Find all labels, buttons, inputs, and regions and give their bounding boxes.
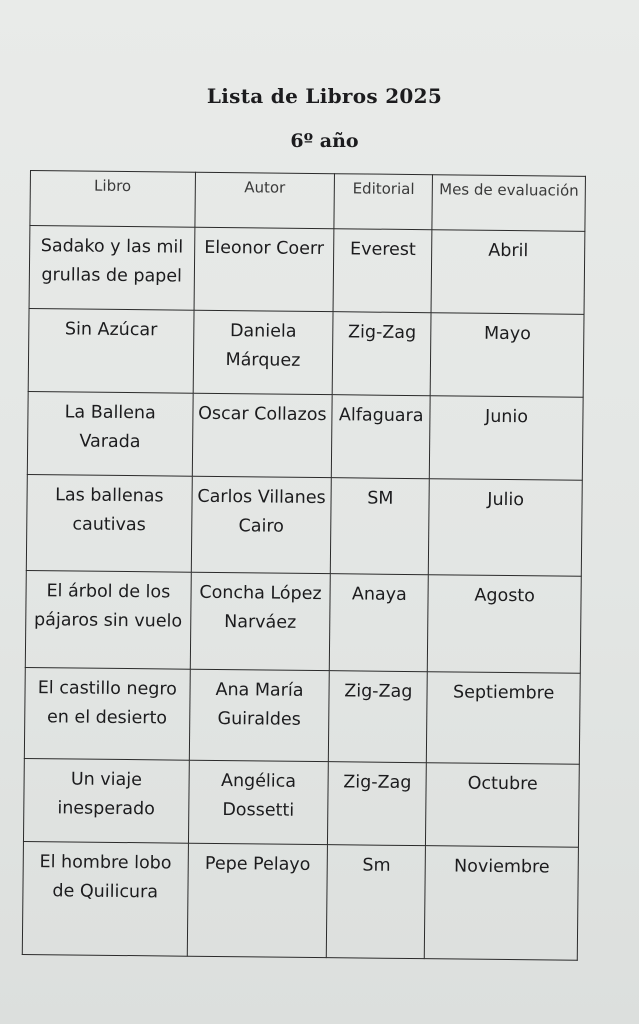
- publisher-cell: Sm: [327, 845, 426, 959]
- table-row: [23, 758, 579, 847]
- table-row: [27, 391, 583, 480]
- publisher-cell: Everest: [333, 229, 432, 313]
- book-title-cell: El castillo negro en el desierto: [24, 667, 190, 760]
- table-row: [22, 841, 578, 960]
- month-cell: Mayo: [430, 313, 584, 398]
- month-cell: Abril: [431, 230, 585, 315]
- column-header-libro: Libro: [30, 171, 195, 228]
- column-header-autor: Autor: [195, 172, 335, 228]
- book-title-cell: El árbol de los pájaros sin vuelo: [25, 570, 191, 669]
- book-title-cell: El hombre lobo de Quilicura: [22, 841, 188, 956]
- author-cell: Pepe Pelayo: [187, 843, 328, 957]
- publisher-cell: SM: [331, 478, 430, 575]
- author-cell: Carlos Villanes Cairo: [191, 476, 332, 573]
- author-cell: Concha López Narváez: [190, 572, 331, 670]
- table-row: [24, 667, 580, 764]
- book-title-cell: Sin Azúcar: [28, 308, 193, 393]
- table-row: [28, 308, 584, 397]
- publisher-cell: Anaya: [330, 574, 429, 672]
- book-title-cell: La Ballena Varada: [27, 391, 192, 476]
- book-title-cell: Las ballenas cautivas: [26, 474, 192, 572]
- month-cell: Junio: [430, 396, 584, 481]
- publisher-cell: Alfaguara: [332, 395, 431, 479]
- table-row: [26, 474, 582, 576]
- author-cell: Angélica Dossetti: [188, 760, 329, 844]
- author-cell: Daniela Márquez: [193, 310, 334, 394]
- column-header-mes: Mes de evaluación: [432, 175, 585, 232]
- table-header-row: [30, 171, 586, 232]
- month-cell: Noviembre: [425, 846, 579, 961]
- table-row: [25, 570, 581, 673]
- author-cell: Oscar Collazos: [192, 393, 333, 477]
- page-title: Lista de Libros 2025: [206, 84, 443, 108]
- publisher-cell: Zig-Zag: [328, 762, 427, 846]
- page-subtitle: 6º año: [290, 130, 359, 152]
- month-cell: Octubre: [426, 763, 580, 848]
- column-header-editorial: Editorial: [334, 174, 433, 230]
- month-cell: Septiembre: [427, 672, 581, 765]
- month-cell: Julio: [429, 479, 583, 577]
- table-row: [29, 226, 585, 315]
- author-cell: Eleonor Coerr: [194, 227, 335, 311]
- month-cell: Agosto: [428, 575, 582, 674]
- publisher-cell: Zig-Zag: [329, 671, 428, 763]
- author-cell: Ana María Guiraldes: [189, 669, 330, 761]
- publisher-cell: Zig-Zag: [332, 312, 431, 396]
- book-title-cell: Un viaje inesperado: [23, 758, 188, 843]
- book-title-cell: Sadako y las mil grullas de papel: [29, 226, 194, 311]
- book-list-table: [22, 170, 586, 961]
